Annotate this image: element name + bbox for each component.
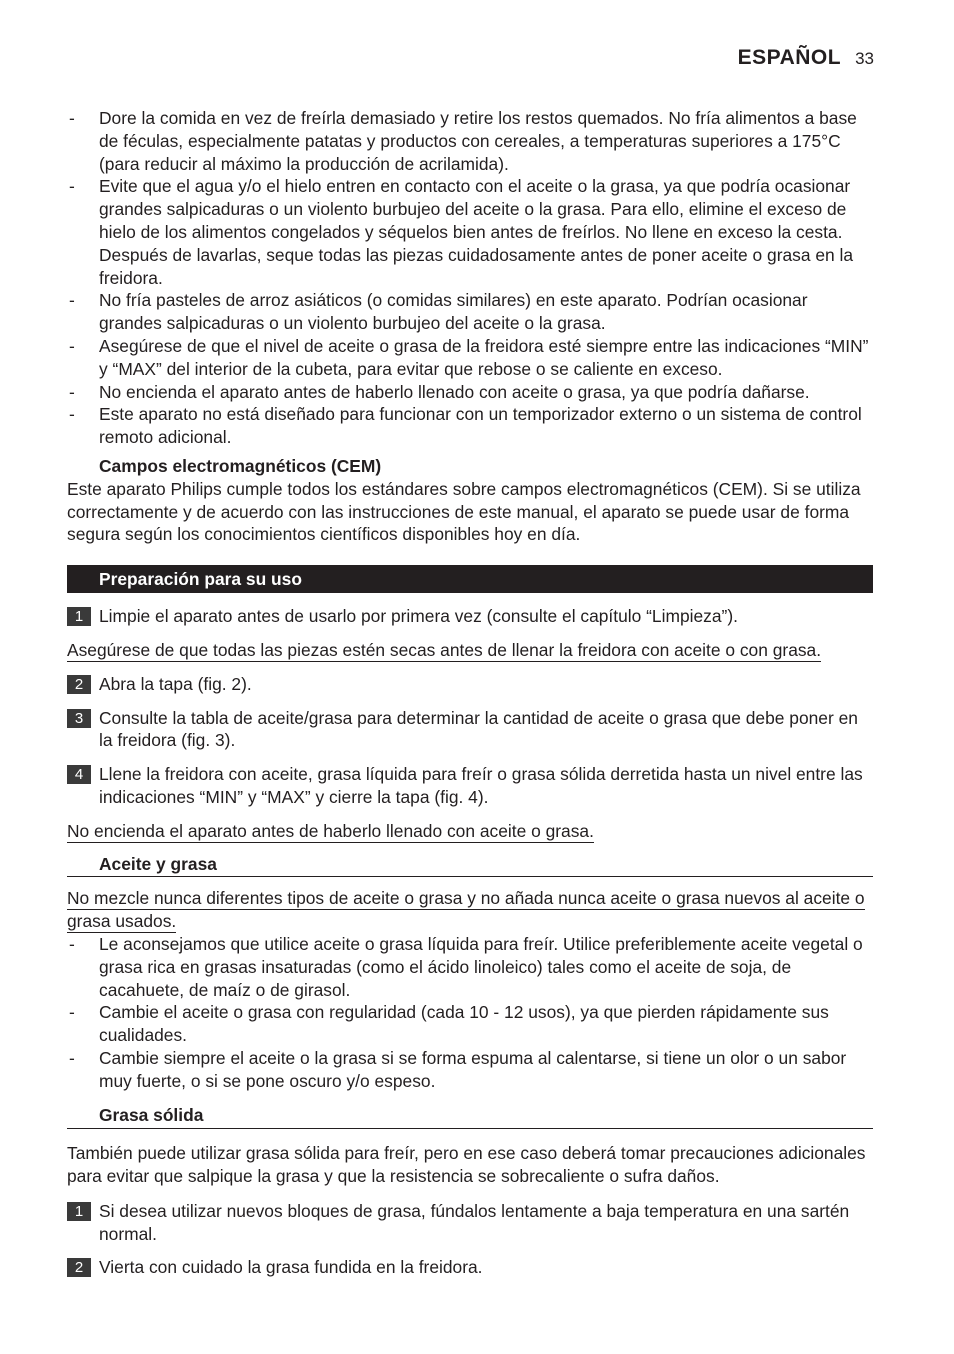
safety-list	[67, 107, 873, 449]
list-item: - Evite que el agua y/o el hielo entren en contacto con el aceite o la grasa, ya que podría ocasionar grandes salpicaduras o un violento burbujeo del aceite o la grasa. Para ello, elimine el exceso de hielo de los alimentos congelados y séquelos bien antes de freírlos. No llene en exceso la cesta. Después de lavarlas, seque todas las piezas cuidadosamente antes de poner aceite o grasa en la freidora.	[67, 175, 873, 289]
page-number: 33	[855, 49, 874, 68]
page-header	[738, 46, 874, 70]
warning-text: No encienda el aparato antes de haberlo llenado con aceite o grasa.	[67, 820, 594, 841]
warning-note	[67, 887, 873, 933]
list-item: - Cambie el aceite o grasa con regularidad (cada 10 - 12 usos), ya que pierden rápidamente sus cualidades.	[67, 1001, 873, 1047]
section-title-preparation: Preparación para su uso	[67, 565, 873, 593]
step-text: Si desea utilizar nuevos bloques de grasa, fúndalos lentamente a baja temperatura en una sartén normal.	[99, 1200, 850, 1244]
step-item	[67, 605, 873, 628]
step-item	[67, 1200, 873, 1246]
emf-paragraph: Este aparato Philips cumple todos los estándares sobre campos electromagnéticos (CEM). Si se utiliza correctamente y de acuerdo con las instrucciones de este manual, el aparato se puede usar de forma segura según los conocimientos científicos disponibles hoy en día.	[67, 478, 861, 545]
oil-heading: Aceite y grasa	[67, 853, 873, 878]
solid-fat-heading: Grasa sólida	[67, 1104, 873, 1129]
step-number: 4	[67, 765, 91, 784]
list-item: - Asegúrese de que el nivel de aceite o grasa de la freidora esté siempre entre las indicaciones “MIN” y “MAX” del interior de la cubeta, para evitar que rebose o se caliente en exceso.	[67, 335, 873, 381]
list-item: - Cambie siempre el aceite o la grasa si se forma espuma al calentarse, si tiene un olor o un sabor muy fuerte, o si se pone oscuro y/o espeso.	[67, 1047, 873, 1093]
step-number: 3	[67, 709, 91, 728]
step-number: 1	[67, 1202, 91, 1221]
list-item: - Este aparato no está diseñado para funcionar con un temporizador externo o un sistema de control remoto adicional.	[67, 403, 873, 449]
step-text: Consulte la tabla de aceite/grasa para determinar la cantidad de aceite o grasa que debe poner en la freidora (fig. 3).	[99, 707, 858, 751]
oil-list	[67, 933, 873, 1093]
list-item: - No encienda el aparato antes de haberlo llenado con aceite o grasa, ya que podría dañarse.	[67, 381, 873, 404]
step-text: Vierta con cuidado la grasa fundida en la freidora.	[99, 1257, 483, 1278]
list-item: - Le aconsejamos que utilice aceite o grasa líquida para freír. Utilice preferiblemente aceite vegetal o grasa rica en grasas insaturadas (como el ácido linoleico) tales como el aceite de soja, de cacahuete, de maíz o de girasol.	[67, 933, 873, 1001]
step-number: 2	[67, 1258, 91, 1277]
solid-fat-paragraph: También puede utilizar grasa sólida para freír, pero en ese caso deberá tomar precauciones adicionales para evitar que salpique la grasa y que la resistencia se sobrecaliente o sufra daños.	[67, 1143, 866, 1187]
warning-text: No mezcle nunca diferentes tipos de aceite o grasa y no añada nunca aceite o grasa nuevos al aceite o grasa usados.	[67, 888, 865, 932]
list-item: - No fría pasteles de arroz asiáticos (o comidas similares) en este aparato. Podrían ocasionar grandes salpicaduras o un violento burbujeo del aceite o la grasa.	[67, 289, 873, 335]
step-text: Abra la tapa (fig. 2).	[99, 673, 252, 694]
language-label: ESPAÑOL	[737, 46, 842, 69]
step-text: Limpie el aparato antes de usarlo por primera vez (consulte el capítulo “Limpieza”).	[99, 606, 738, 627]
emf-heading: Campos electromagnéticos (CEM)	[99, 455, 382, 476]
warning-note	[67, 820, 873, 843]
list-item: - Dore la comida en vez de freírla demasiado y retire los restos quemados. No fría alimentos a base de féculas, especialmente patatas y productos con cereales, a temperaturas superiores a 175°C (para reducir al máximo la producción de acrilamida).	[67, 107, 873, 175]
step-item	[67, 1256, 873, 1279]
step-number: 2	[67, 675, 91, 694]
warning-note	[67, 639, 873, 662]
step-item	[67, 673, 873, 696]
step-text: Llene la freidora con aceite, grasa líquida para freír o grasa sólida derretida hasta un nivel entre las indicaciones “MIN” y “MAX” y cierre la tapa (fig. 4).	[99, 764, 863, 807]
warning-text: Asegúrese de que todas las piezas estén secas antes de llenar la freidora con aceite o con grasa.	[67, 639, 822, 660]
step-item	[67, 763, 873, 809]
step-item	[67, 707, 873, 753]
step-number: 1	[67, 607, 91, 626]
page-content	[67, 107, 873, 1279]
